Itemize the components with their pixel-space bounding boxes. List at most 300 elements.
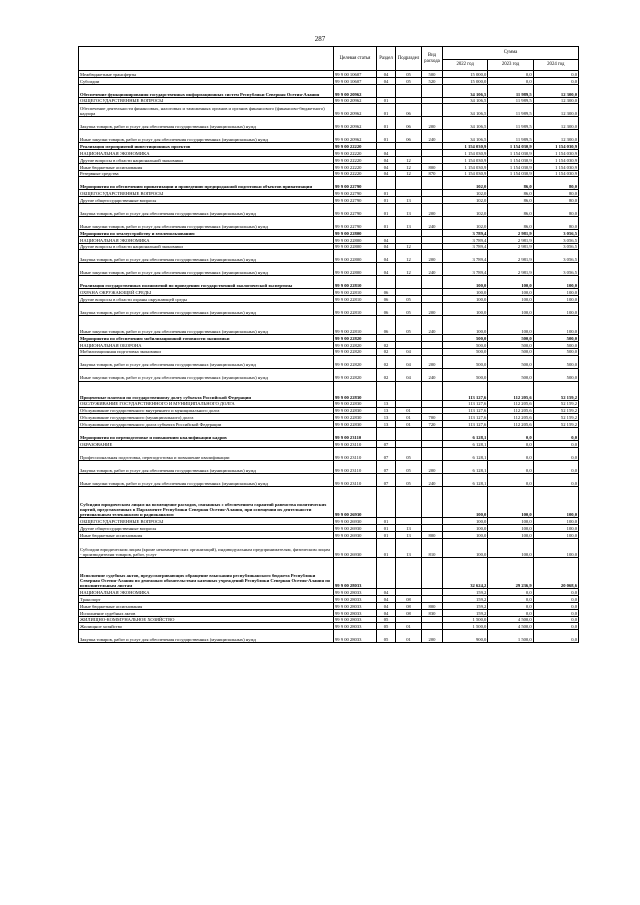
table-row xyxy=(79,177,579,190)
table-row xyxy=(79,381,579,400)
row-name: Мобилизационная подготовка экономики xyxy=(79,348,334,355)
table-row xyxy=(79,216,579,229)
row-value-2024: 500,0 xyxy=(533,355,578,368)
row-value-2023: 1 154 030,9 xyxy=(488,143,533,150)
table-row xyxy=(79,335,579,342)
table-row xyxy=(79,143,579,150)
table-row xyxy=(79,538,579,557)
row-value-2024: 20 068,6 xyxy=(533,557,578,589)
row-expense-type xyxy=(422,243,443,250)
row-section xyxy=(377,427,396,440)
row-value-2023: 500,0 xyxy=(488,335,533,342)
row-value-2024: 0,0 xyxy=(533,473,578,486)
row-subsection: 13 xyxy=(396,203,422,216)
row-section: 01 xyxy=(377,203,396,216)
row-subsection xyxy=(396,289,422,296)
row-value-2023: 0,0 xyxy=(488,596,533,603)
row-code: 99 9 00 28033 xyxy=(334,557,377,589)
row-value-2022: 113 127,6 xyxy=(443,414,488,421)
row-subsection: 01 xyxy=(396,407,422,414)
row-section: 04 xyxy=(377,609,396,616)
row-subsection: 01 xyxy=(396,421,422,428)
row-code: 99 9 00 22800 xyxy=(334,250,377,263)
row-value-2023: 86,0 xyxy=(488,177,533,190)
row-section: 01 xyxy=(377,190,396,197)
row-code: 99 9 00 20962 xyxy=(334,97,377,104)
row-value-2024: 52 159,2 xyxy=(533,400,578,407)
table-row xyxy=(79,130,579,143)
row-value-2024: 0,0 xyxy=(533,603,578,610)
row-section: 06 xyxy=(377,302,396,315)
row-value-2022: 34 106,5 xyxy=(443,104,488,117)
row-subsection: 01 xyxy=(396,623,422,630)
row-section: 04 xyxy=(377,156,396,163)
row-section: 05 xyxy=(377,616,396,623)
row-value-2024: 100,0 xyxy=(533,531,578,538)
row-value-2023: 112 205,6 xyxy=(488,381,533,400)
row-subsection: 06 xyxy=(396,117,422,130)
row-name: Мероприятия по землеустройству и землепользованию xyxy=(79,229,334,236)
row-name: Другие общегосударственные вопросы xyxy=(79,197,334,204)
row-value-2022: 100,0 xyxy=(443,302,488,315)
row-name: ОБЩЕГОСУДАРСТВЕННЫЕ ВОПРОСЫ xyxy=(79,97,334,104)
row-value-2022: 159,2 xyxy=(443,596,488,603)
row-value-2023: 100,0 xyxy=(488,302,533,315)
row-code: 99 9 00 26930 xyxy=(334,486,377,518)
row-value-2024: 0,0 xyxy=(533,77,578,84)
table-row xyxy=(79,197,579,204)
row-section: 04 xyxy=(377,596,396,603)
row-subsection xyxy=(396,341,422,348)
row-expense-type: 240 xyxy=(422,473,443,486)
row-code: 99 9 00 23110 xyxy=(334,427,377,440)
row-value-2024: 100,0 xyxy=(533,276,578,289)
row-code: 99 9 00 22800 xyxy=(334,229,377,236)
row-section: 13 xyxy=(377,400,396,407)
row-expense-type xyxy=(422,104,443,117)
row-expense-type: 720 xyxy=(422,421,443,428)
row-value-2024: 100,0 xyxy=(533,538,578,557)
row-expense-type xyxy=(422,97,443,104)
row-expense-type xyxy=(422,427,443,440)
row-value-2024: 0,0 xyxy=(533,447,578,460)
row-value-2024: 100,0 xyxy=(533,289,578,296)
row-subsection xyxy=(396,276,422,289)
row-section xyxy=(377,177,396,190)
row-value-2023: 2 981,9 xyxy=(488,250,533,263)
table-row xyxy=(79,229,579,236)
row-name: Обслуживание государственного внутреннего и муниципального долга xyxy=(79,407,334,414)
row-value-2022: 1 154 030,9 xyxy=(443,156,488,163)
row-section xyxy=(377,84,396,97)
row-code: 99 9 00 22810 xyxy=(334,302,377,315)
row-code: 99 9 00 22810 xyxy=(334,289,377,296)
row-expense-type xyxy=(422,197,443,204)
row-name: ОХРАНА ОКРУЖАЮЩЕЙ СРЕДЫ xyxy=(79,289,334,296)
row-value-2024: 500,0 xyxy=(533,335,578,342)
row-value-2022: 113 127,6 xyxy=(443,407,488,414)
row-subsection xyxy=(396,97,422,104)
header-expense-type: Вид расхода xyxy=(422,47,443,71)
row-value-2024: 100,0 xyxy=(533,486,578,518)
table-row xyxy=(79,236,579,243)
row-expense-type xyxy=(422,407,443,414)
row-value-2024: 3 056,5 xyxy=(533,236,578,243)
row-subsection xyxy=(396,190,422,197)
row-expense-type xyxy=(422,289,443,296)
row-value-2022: 34 106,5 xyxy=(443,97,488,104)
table-row xyxy=(79,414,579,421)
row-expense-type: 200 xyxy=(422,355,443,368)
header-code: Целевая статья xyxy=(334,47,377,71)
row-value-2023: 29 236,9 xyxy=(488,557,533,589)
row-value-2023: 2 981,9 xyxy=(488,263,533,276)
header-2024: 2024 год xyxy=(533,60,578,71)
row-expense-type: 240 xyxy=(422,368,443,381)
row-value-2022: 100,0 xyxy=(443,296,488,303)
row-value-2023: 100,0 xyxy=(488,538,533,557)
row-expense-type: 240 xyxy=(422,130,443,143)
row-section: 06 xyxy=(377,296,396,303)
row-expense-type xyxy=(422,447,443,460)
row-expense-type xyxy=(422,518,443,525)
row-subsection: 08 xyxy=(396,603,422,610)
table-row xyxy=(79,518,579,525)
row-subsection: 05 xyxy=(396,77,422,84)
row-section: 04 xyxy=(377,77,396,84)
row-code: 99 9 00 22820 xyxy=(334,348,377,355)
row-value-2024: 1 154 030,9 xyxy=(533,163,578,170)
row-value-2024: 0,0 xyxy=(533,630,578,643)
row-subsection xyxy=(396,143,422,150)
row-expense-type: 520 xyxy=(422,77,443,84)
row-value-2022: 6 128,1 xyxy=(443,447,488,460)
row-subsection: 05 xyxy=(396,302,422,315)
table-row xyxy=(79,170,579,177)
row-value-2022: 500,0 xyxy=(443,348,488,355)
row-subsection xyxy=(396,400,422,407)
row-section: 13 xyxy=(377,407,396,414)
row-value-2023: 11 989,5 xyxy=(488,117,533,130)
row-value-2023: 11 989,5 xyxy=(488,130,533,143)
row-value-2022: 159,2 xyxy=(443,589,488,596)
row-value-2022: 100,0 xyxy=(443,538,488,557)
row-value-2023: 0,0 xyxy=(488,447,533,460)
row-expense-type: 830 xyxy=(422,609,443,616)
row-value-2023: 1 154 030,9 xyxy=(488,170,533,177)
row-value-2023: 11 989,5 xyxy=(488,104,533,117)
table-row xyxy=(79,243,579,250)
row-name: Жилищное хозяйство xyxy=(79,623,334,630)
row-section: 07 xyxy=(377,473,396,486)
row-subsection xyxy=(396,84,422,97)
row-value-2022: 102,0 xyxy=(443,190,488,197)
row-name: Закупка товаров, работ и услуг для обеспечения государственных (муниципальных) нужд xyxy=(79,250,334,263)
row-subsection xyxy=(396,335,422,342)
row-code: 99 9 00 28033 xyxy=(334,596,377,603)
row-code: 99 9 00 22220 xyxy=(334,150,377,157)
header-sum: Сумма xyxy=(443,47,579,60)
row-value-2023: 100,0 xyxy=(488,276,533,289)
row-subsection: 12 xyxy=(396,156,422,163)
row-subsection: 13 xyxy=(396,538,422,557)
row-value-2022: 500,0 xyxy=(443,335,488,342)
row-value-2024: 0,0 xyxy=(533,609,578,616)
row-name: Транспорт xyxy=(79,596,334,603)
table-row xyxy=(79,421,579,428)
row-value-2023: 4 500,0 xyxy=(488,623,533,630)
row-value-2023: 100,0 xyxy=(488,525,533,532)
row-name: Мероприятия по переподготовке и повышению квалификации кадров xyxy=(79,427,334,440)
row-code: 99 9 00 22220 xyxy=(334,163,377,170)
table-row xyxy=(79,473,579,486)
row-expense-type: 200 xyxy=(422,117,443,130)
row-code: 99 9 00 28033 xyxy=(334,623,377,630)
row-value-2024: 500,0 xyxy=(533,341,578,348)
row-section: 04 xyxy=(377,603,396,610)
row-section: 04 xyxy=(377,250,396,263)
row-expense-type xyxy=(422,440,443,447)
header-name xyxy=(79,47,334,71)
row-name: Межбюджетные трансферты xyxy=(79,71,334,78)
row-section: 01 xyxy=(377,97,396,104)
row-name: Обслуживание государственного (муниципального) долга xyxy=(79,414,334,421)
row-subsection: 05 xyxy=(396,460,422,473)
table-row xyxy=(79,341,579,348)
row-code: 99 9 00 28033 xyxy=(334,630,377,643)
row-section: 07 xyxy=(377,440,396,447)
row-subsection: 06 xyxy=(396,130,422,143)
row-section: 05 xyxy=(377,630,396,643)
row-name: Резервные средства xyxy=(79,170,334,177)
row-expense-type xyxy=(422,296,443,303)
row-value-2024: 3 056,5 xyxy=(533,243,578,250)
row-value-2022: 159,2 xyxy=(443,609,488,616)
table-row xyxy=(79,150,579,157)
row-value-2023: 100,0 xyxy=(488,531,533,538)
row-value-2024: 12 300,0 xyxy=(533,104,578,117)
row-name: Процентные платежи по государственному долгу субъекта Российской Федерации xyxy=(79,381,334,400)
row-value-2024: 0,0 xyxy=(533,589,578,596)
row-value-2023: 0,0 xyxy=(488,609,533,616)
row-section xyxy=(377,381,396,400)
row-value-2024: 500,0 xyxy=(533,348,578,355)
row-subsection xyxy=(396,616,422,623)
row-value-2024: 80,0 xyxy=(533,203,578,216)
row-value-2024: 100,0 xyxy=(533,315,578,334)
table-row xyxy=(79,302,579,315)
table-row xyxy=(79,84,579,97)
table-row xyxy=(79,163,579,170)
table-row xyxy=(79,355,579,368)
table-row xyxy=(79,289,579,296)
row-value-2024: 12 300,0 xyxy=(533,84,578,97)
row-value-2022: 6 128,1 xyxy=(443,460,488,473)
row-expense-type xyxy=(422,623,443,630)
row-value-2023: 86,0 xyxy=(488,190,533,197)
row-expense-type xyxy=(422,190,443,197)
row-expense-type: 200 xyxy=(422,302,443,315)
row-name: Обеспечение деятельности финансовых, налоговых и таможенных органов и органов финансового (финансово-бюджетного) надзора xyxy=(79,104,334,117)
row-value-2024: 0,0 xyxy=(533,623,578,630)
row-value-2022: 102,0 xyxy=(443,177,488,190)
row-code: 99 9 00 22800 xyxy=(334,243,377,250)
row-value-2022: 15 000,0 xyxy=(443,71,488,78)
row-value-2023: 112 205,6 xyxy=(488,414,533,421)
row-value-2022: 1 154 030,9 xyxy=(443,170,488,177)
row-expense-type: 870 xyxy=(422,170,443,177)
row-expense-type xyxy=(422,486,443,518)
table-row xyxy=(79,623,579,630)
row-value-2022: 102,0 xyxy=(443,216,488,229)
row-expense-type: 800 xyxy=(422,531,443,538)
row-subsection xyxy=(396,589,422,596)
row-expense-type xyxy=(422,400,443,407)
row-name: Мероприятия по обеспечению приватизации и проведению предпродажной подготовки объектов приватизации xyxy=(79,177,334,190)
row-code: 99 9 00 26930 xyxy=(334,525,377,532)
row-expense-type: 240 xyxy=(422,315,443,334)
row-value-2024: 12 300,0 xyxy=(533,130,578,143)
row-value-2024: 100,0 xyxy=(533,518,578,525)
row-value-2022: 34 106,5 xyxy=(443,117,488,130)
row-expense-type: 500 xyxy=(422,71,443,78)
row-value-2024: 80,0 xyxy=(533,177,578,190)
row-code: 99 9 00 22830 xyxy=(334,381,377,400)
row-expense-type: 200 xyxy=(422,460,443,473)
row-value-2022: 34 106,5 xyxy=(443,84,488,97)
row-name: ОБЩЕГОСУДАРСТВЕННЫЕ ВОПРОСЫ xyxy=(79,518,334,525)
row-name: ОБСЛУЖИВАНИЕ ГОСУДАРСТВЕННОГО И МУНИЦИПАЛЬНОГО ДОЛГА xyxy=(79,400,334,407)
row-expense-type: 800 xyxy=(422,163,443,170)
table-header-row xyxy=(79,47,579,60)
row-value-2023: 500,0 xyxy=(488,355,533,368)
row-expense-type xyxy=(422,348,443,355)
row-code: 99 9 00 23110 xyxy=(334,447,377,460)
row-section: 02 xyxy=(377,341,396,348)
row-value-2023: 86,0 xyxy=(488,216,533,229)
row-subsection xyxy=(396,236,422,243)
row-value-2022: 6 128,1 xyxy=(443,427,488,440)
budget-table xyxy=(78,46,579,643)
row-expense-type xyxy=(422,84,443,97)
row-value-2024: 52 159,2 xyxy=(533,381,578,400)
row-subsection: 04 xyxy=(396,348,422,355)
row-value-2024: 0,0 xyxy=(533,460,578,473)
row-value-2023: 1 500,0 xyxy=(488,630,533,643)
row-section xyxy=(377,143,396,150)
row-name: Другие вопросы в области охраны окружающей среды xyxy=(79,296,334,303)
row-expense-type xyxy=(422,341,443,348)
row-subsection: 08 xyxy=(396,596,422,603)
row-value-2024: 80,0 xyxy=(533,216,578,229)
row-section: 13 xyxy=(377,414,396,421)
row-value-2022: 3 789,4 xyxy=(443,263,488,276)
row-section: 07 xyxy=(377,460,396,473)
row-value-2022: 500,0 xyxy=(443,355,488,368)
row-name: Другие вопросы в области национальной экономики xyxy=(79,243,334,250)
header-subsection: Подраздел xyxy=(396,47,422,71)
row-name: Другие общегосударственные вопросы xyxy=(79,525,334,532)
row-value-2023: 0,0 xyxy=(488,427,533,440)
row-code: 99 9 00 22790 xyxy=(334,216,377,229)
row-subsection: 05 xyxy=(396,473,422,486)
row-section: 04 xyxy=(377,170,396,177)
row-expense-type xyxy=(422,143,443,150)
row-name: Иные закупки товаров, работ и услуг для обеспечения государственных (муниципальных) нужд xyxy=(79,263,334,276)
row-value-2023: 2 981,9 xyxy=(488,243,533,250)
row-expense-type: 200 xyxy=(422,630,443,643)
row-name: ОБЩЕГОСУДАРСТВЕННЫЕ ВОПРОСЫ xyxy=(79,190,334,197)
row-section xyxy=(377,276,396,289)
row-section xyxy=(377,557,396,589)
row-expense-type xyxy=(422,276,443,289)
row-name: Профессиональная подготовка, переподготовка и повышение квалификации xyxy=(79,447,334,460)
row-code: 99 9 00 20962 xyxy=(334,104,377,117)
row-value-2024: 52 159,2 xyxy=(533,407,578,414)
row-section: 04 xyxy=(377,263,396,276)
row-section: 13 xyxy=(377,421,396,428)
row-code: 99 9 00 22830 xyxy=(334,421,377,428)
row-value-2023: 112 205,6 xyxy=(488,407,533,414)
row-code: 99 9 00 22790 xyxy=(334,197,377,204)
row-code: 99 9 00 22830 xyxy=(334,400,377,407)
row-section: 05 xyxy=(377,623,396,630)
row-value-2022: 100,0 xyxy=(443,315,488,334)
row-value-2024: 1 154 030,9 xyxy=(533,156,578,163)
row-value-2023: 0,0 xyxy=(488,589,533,596)
row-value-2022: 113 127,6 xyxy=(443,400,488,407)
row-value-2023: 1 154 030,9 xyxy=(488,156,533,163)
row-expense-type: 240 xyxy=(422,216,443,229)
row-value-2024: 12 300,0 xyxy=(533,97,578,104)
row-code: 99 9 00 26930 xyxy=(334,518,377,525)
row-subsection xyxy=(396,557,422,589)
row-section: 02 xyxy=(377,355,396,368)
row-code: 99 9 00 22790 xyxy=(334,177,377,190)
row-subsection: 13 xyxy=(396,216,422,229)
row-value-2023: 0,0 xyxy=(488,460,533,473)
row-code: 99 9 00 28033 xyxy=(334,616,377,623)
row-name: ЖИЛИЩНО-КОММУНАЛЬНОЕ ХОЗЯЙСТВО xyxy=(79,616,334,623)
row-subsection: 12 xyxy=(396,250,422,263)
header-2023: 2023 год xyxy=(488,60,533,71)
row-code: 99 9 00 23110 xyxy=(334,440,377,447)
table-row xyxy=(79,263,579,276)
row-value-2024: 3 056,5 xyxy=(533,250,578,263)
row-value-2024: 80,0 xyxy=(533,190,578,197)
row-code: 99 9 00 23110 xyxy=(334,473,377,486)
row-name: Иные закупки товаров, работ и услуг для обеспечения государственных (муниципальных) нужд xyxy=(79,368,334,381)
row-value-2024: 52 159,2 xyxy=(533,414,578,421)
row-value-2022: 32 624,2 xyxy=(443,557,488,589)
row-name: Иные закупки товаров, работ и услуг для обеспечения государственных (муниципальных) нужд xyxy=(79,130,334,143)
row-expense-type xyxy=(422,236,443,243)
row-value-2023: 1 154 030,9 xyxy=(488,150,533,157)
row-value-2022: 3 789,4 xyxy=(443,229,488,236)
row-name: Исполнение судебных актов, предусматривающих обращение взыскания республиканского бюджета Республики Северная Осетия-Алания по денежным обязательствам казенных учреждений Республики Северная Осетия-Алания по исполнительным листам xyxy=(79,557,334,589)
row-subsection: 13 xyxy=(396,531,422,538)
row-value-2022: 100,0 xyxy=(443,525,488,532)
table-row xyxy=(79,603,579,610)
table-row xyxy=(79,440,579,447)
row-value-2022: 1 154 030,9 xyxy=(443,150,488,157)
row-value-2022: 100,0 xyxy=(443,276,488,289)
row-expense-type xyxy=(422,616,443,623)
row-section: 01 xyxy=(377,197,396,204)
row-expense-type xyxy=(422,150,443,157)
row-subsection: 08 xyxy=(396,609,422,616)
table-row xyxy=(79,368,579,381)
